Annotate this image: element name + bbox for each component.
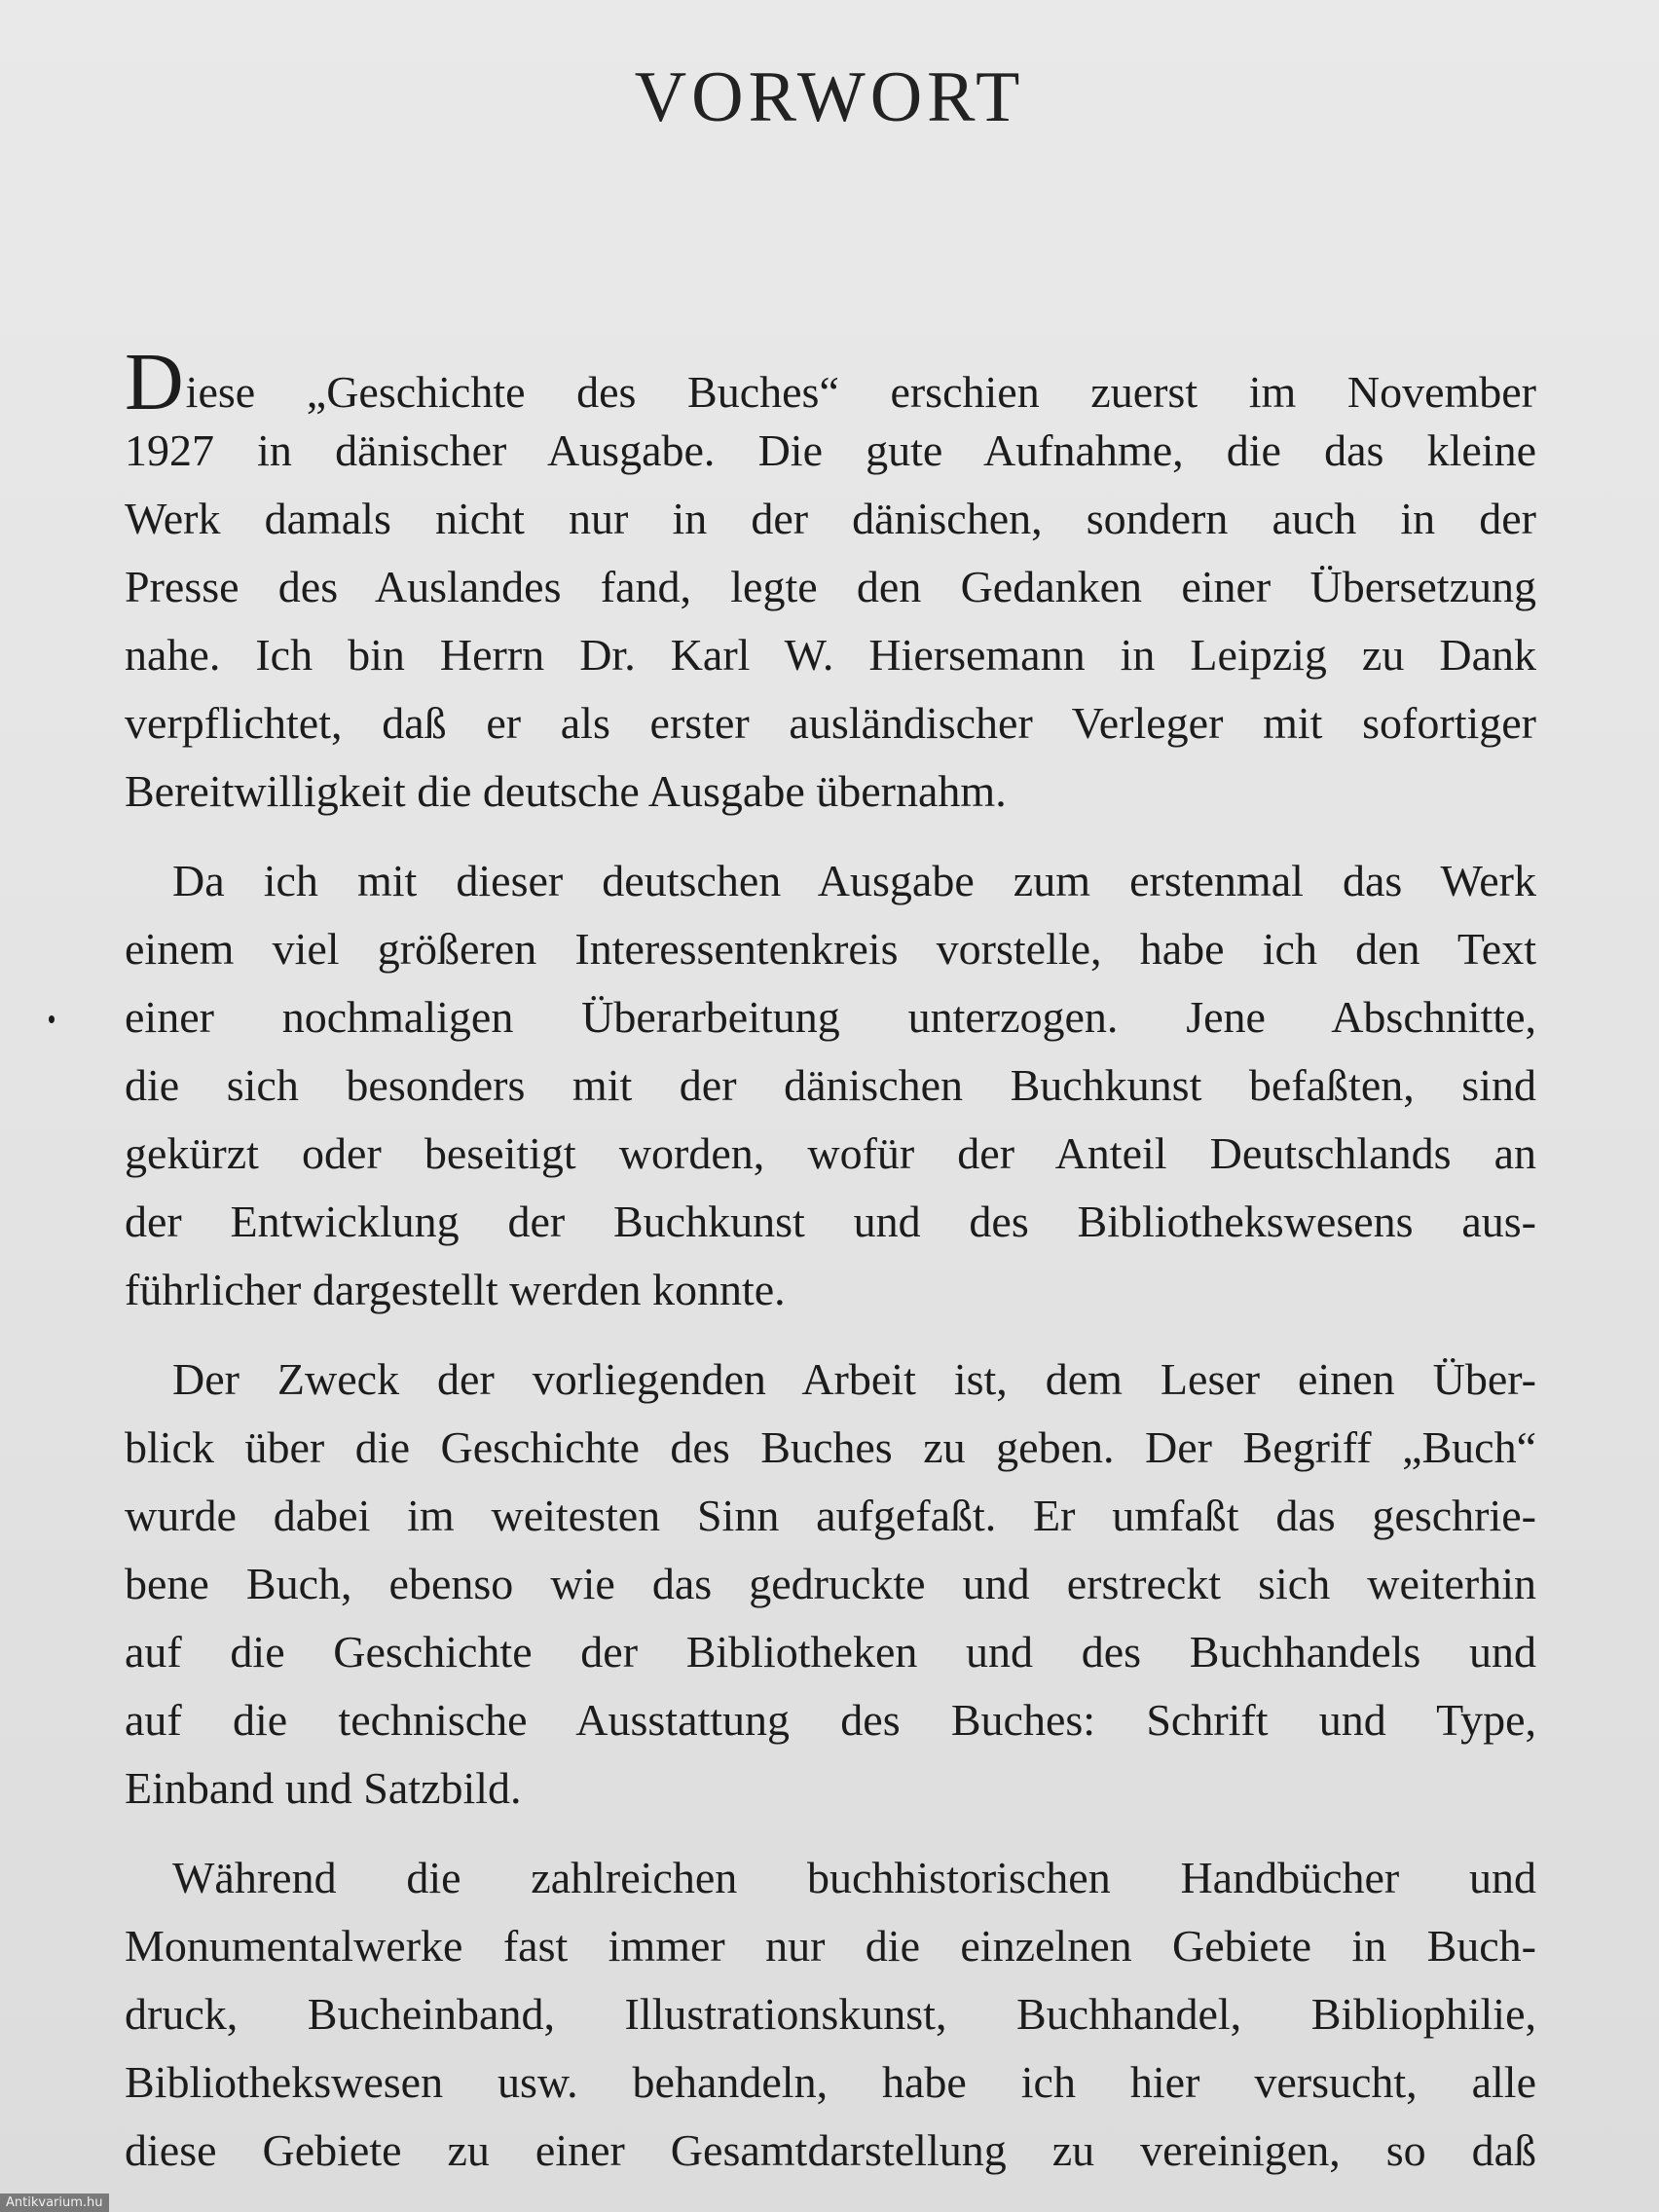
text-line: Einband und Satzbild. [125,1763,522,1813]
paragraph [125,847,1536,1324]
watermark: Antikvarium.hu [0,2194,109,2212]
text-line: Werk damals nicht nur in der dänischen, sondern auch in der [125,494,1536,543]
text-line: Diese „Geschichte des Buches“ erschien zuerst im November [125,349,1536,417]
paragraph [125,1844,1536,2185]
text-line: nahe. Ich bin Herrn Dr. Karl W. Hiersemann in Leipzig zu Dank [125,630,1536,680]
text-line: einer nochmaligen Überarbeitung unterzogen. Jene Abschnitte, [125,992,1536,1042]
text-line: führlicher dargestellt werden konnte. [125,1265,786,1314]
text-line: druck, Bucheinband, Illustrationskunst, Buchhandel, Bibliophilie, [125,1989,1536,2039]
paragraph [125,1346,1536,1823]
text-line: einem viel größeren Interessentenkreis vorstelle, habe ich den Text [125,924,1536,974]
text-line: gekürzt oder beseitigt worden, wofür der Anteil Deutschlands an [125,1128,1536,1178]
margin-ink-dot [49,1015,55,1023]
text-line: wurde dabei im weitesten Sinn aufgefaßt. Er umfaßt das geschrie- [125,1491,1536,1540]
text-line: blick über die Geschichte des Buches zu geben. Der Begriff „Buch“ [125,1422,1536,1472]
text-line: verpflichtet, daß er als erster ausländischer Verleger mit sofortiger [125,698,1536,748]
drop-cap: D [125,349,184,417]
text-line: Bibliothekswesen usw. behandeln, habe ich hier versucht, alle [125,2057,1536,2107]
text-line: Bereitwilligkeit die deutsche Ausgabe übernahm. [125,766,1007,816]
page-title: VORWORT [634,57,1025,137]
text-line: Während die zahlreichen buchhistorischen Handbücher und [172,1853,1536,1902]
text-line: 1927 in dänischer Ausgabe. Die gute Aufnahme, die das kleine [125,425,1536,475]
text-line: bene Buch, ebenso wie das gedruckte und erstreckt sich weiterhin [125,1559,1536,1608]
text-line: Monumentalwerke fast immer nur die einzelnen Gebiete in Buch- [125,1921,1536,1971]
text-line: Der Zweck der vorliegenden Arbeit ist, dem Leser einen Über- [172,1354,1536,1404]
text-line: Da ich mit dieser deutschen Ausgabe zum erstenmal das Werk [172,856,1536,905]
text-line: der Entwicklung der Buchkunst und des Bibliothekswesens aus- [125,1197,1536,1246]
preface-body [125,349,1536,2206]
text-line: diese Gebiete zu einer Gesamtdarstellung zu vereinigen, so daß [125,2125,1536,2175]
text-line: auf die technische Ausstattung des Buches: Schrift und Type, [125,1695,1536,1745]
text-line: die sich besonders mit der dänischen Buchkunst befaßten, sind [125,1060,1536,1110]
paragraph [125,349,1536,826]
text-line: auf die Geschichte der Bibliotheken und des Buchhandels und [125,1627,1536,1677]
text-line: Presse des Auslandes fand, legte den Gedanken einer Übersetzung [125,562,1536,611]
